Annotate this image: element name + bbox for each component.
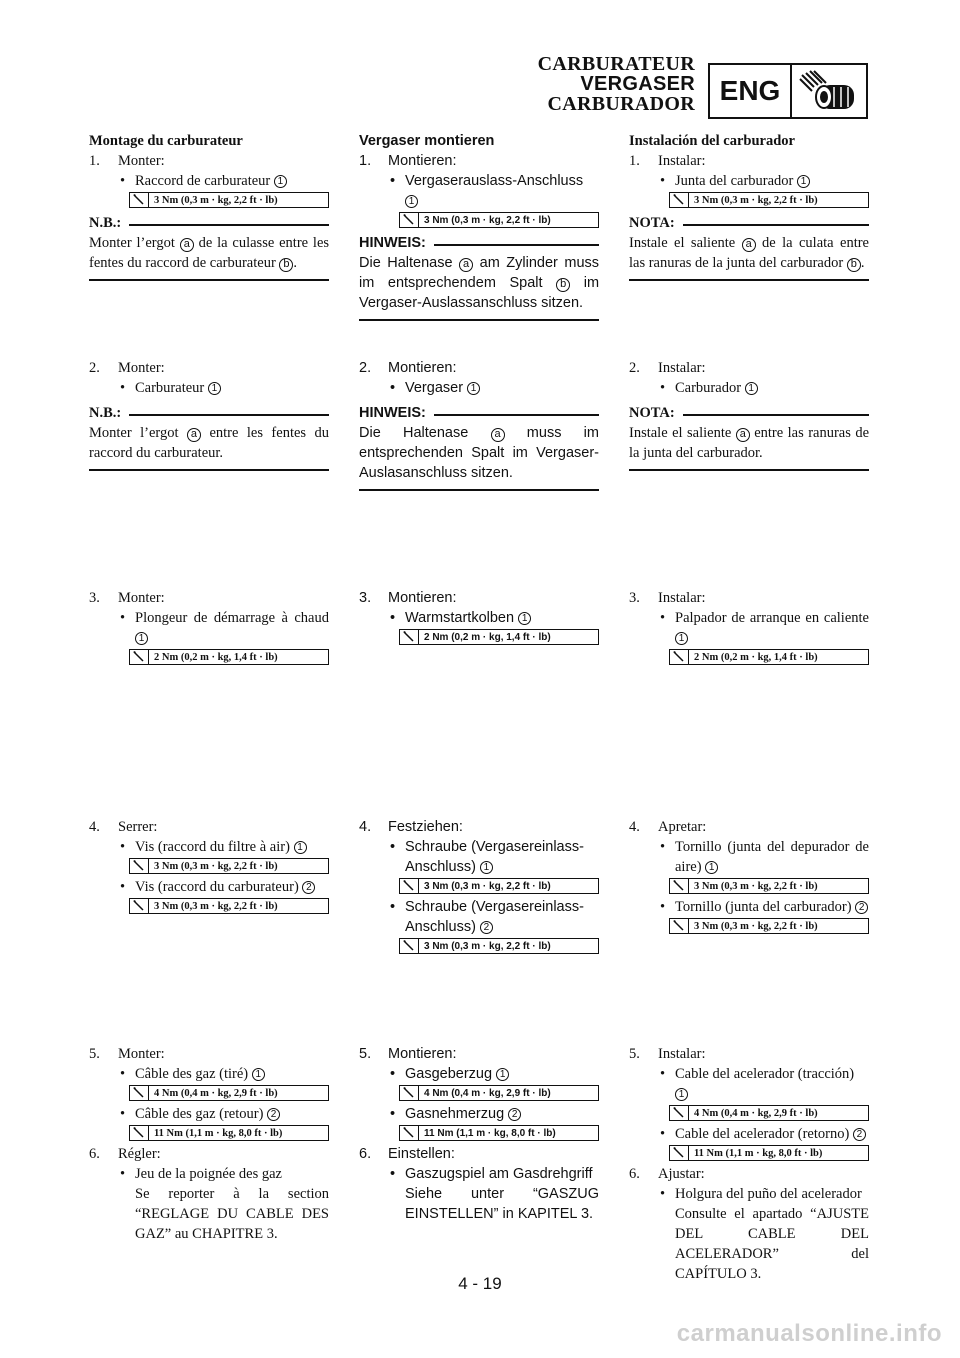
wrench-icon	[670, 1106, 689, 1120]
ref-letter: b	[556, 278, 570, 292]
list-item: • Gaszugspiel am Gasdrehgriff	[359, 1164, 599, 1184]
list-item: • Schraube (Vergasereinlass-Anschluss) 1	[359, 837, 599, 877]
list-item: • Schraube (Vergasereinlass-Anschluss) 2	[359, 897, 599, 937]
ref-number: 2	[267, 1108, 280, 1121]
wrench-icon	[400, 879, 419, 893]
list-item: • Gasgeberzug 1	[359, 1064, 599, 1084]
wrench-icon	[670, 919, 689, 933]
step-title: Monter:	[118, 1046, 165, 1062]
ref-number: 2	[853, 1128, 866, 1141]
de-step3	[359, 588, 599, 648]
wrench-icon	[670, 193, 689, 207]
ref-number: 1	[797, 175, 810, 188]
fr-step4	[89, 817, 329, 917]
ref-number: 1	[274, 175, 287, 188]
wrench-icon	[400, 939, 419, 953]
engine-icon	[794, 67, 864, 115]
note-header: NOTA:	[629, 213, 869, 233]
divider	[629, 469, 869, 471]
note-text: Die Haltenase a am Zylinder muss im entsprechendem Spalt b im Vergaser-Auslassanschluss sitzen.	[359, 255, 600, 311]
list-item: • Cable del acelerador (tracción) 1	[629, 1064, 869, 1104]
ref-number: 1	[675, 632, 688, 645]
step-number: 4.	[629, 819, 640, 835]
step-number: 6.	[359, 1146, 372, 1162]
ref-number: 1	[480, 861, 493, 874]
divider	[89, 469, 329, 471]
step-title: Régler:	[118, 1146, 161, 1162]
ref-letter: b	[279, 258, 293, 272]
badge-divider	[790, 65, 792, 117]
torque-spec: 3 Nm (0,3 m · kg, 2,2 ft · lb)	[399, 878, 599, 894]
divider	[683, 224, 869, 226]
step-title: Festziehen:	[388, 819, 463, 835]
ref-number: 1	[705, 861, 718, 874]
ref-number: 1	[496, 1068, 509, 1081]
ref-number: 1	[467, 382, 480, 395]
fr-step5-6	[89, 1044, 329, 1244]
page-number: 4 - 19	[458, 1274, 502, 1293]
de-step5-6	[359, 1044, 599, 1224]
fr-step2	[89, 358, 329, 471]
list-item: • Holgura del puño del acelerador	[629, 1184, 869, 1204]
step-number: 3.	[359, 590, 372, 606]
ref-number: 1	[294, 841, 307, 854]
step-number: 4.	[359, 819, 372, 835]
wrench-icon	[400, 1086, 419, 1100]
es-step3	[629, 588, 869, 668]
ref-number: 1	[252, 1068, 265, 1081]
divider	[129, 224, 329, 226]
torque-spec: 2 Nm (0,2 m · kg, 1,4 ft · lb)	[399, 629, 599, 645]
fr-heading: Montage du carburateur	[89, 133, 243, 149]
wrench-icon	[400, 213, 419, 227]
torque-spec: 4 Nm (0,4 m · kg, 2,9 ft · lb)	[399, 1085, 599, 1101]
ref-letter: a	[180, 238, 194, 252]
reference-text: Siehe unter “GASZUG EINSTELLEN” in KAPITEL 3.	[405, 1186, 599, 1222]
eng-label: ENG	[719, 75, 781, 106]
ref-number: 1	[675, 1088, 688, 1101]
step-number: 4.	[89, 819, 100, 835]
ref-number: 2	[480, 921, 493, 934]
torque-spec: 3 Nm (0,3 m · kg, 2,2 ft · lb)	[129, 898, 329, 914]
ref-number: 1	[745, 382, 758, 395]
ref-number: 1	[135, 632, 148, 645]
torque-spec: 3 Nm (0,3 m · kg, 2,2 ft · lb)	[399, 212, 599, 228]
step-number: 3.	[89, 590, 100, 606]
torque-spec: 11 Nm (1,1 m · kg, 8,0 ft · lb)	[399, 1125, 599, 1141]
step-title: Ajustar:	[658, 1166, 705, 1182]
step-title: Instalar:	[658, 360, 706, 376]
title-fr: CARBURATEUR	[537, 53, 695, 75]
es-step2	[629, 358, 869, 471]
divider	[359, 319, 599, 321]
language-badge	[708, 63, 868, 119]
note-header: NOTA:	[629, 403, 869, 423]
step-number: 5.	[89, 1046, 100, 1062]
wrench-icon	[400, 1126, 419, 1140]
wrench-icon	[670, 650, 689, 664]
step-number: 1.	[89, 153, 100, 169]
wrench-icon	[670, 879, 689, 893]
reference-text: Se reporter à la section “REGLAGE DU CABLE DES GAZ” au CHAPITRE 3.	[135, 1186, 329, 1242]
step-title: Instalar:	[658, 590, 706, 606]
torque-spec: 11 Nm (1,1 m · kg, 8,0 ft · lb)	[669, 1145, 869, 1161]
step-number: 2.	[629, 360, 640, 376]
list-item: • Tornillo (junta del carburador) 2	[629, 897, 869, 917]
list-item: • Tornillo (junta del depurador de aire) 1	[629, 837, 869, 877]
list-item: • Carburateur 1	[89, 378, 329, 398]
torque-spec: 4 Nm (0,4 m · kg, 2,9 ft · lb)	[129, 1085, 329, 1101]
list-item: • Junta del carburador 1	[629, 171, 869, 191]
divider	[629, 279, 869, 281]
torque-spec: 3 Nm (0,3 m · kg, 2,2 ft · lb)	[129, 858, 329, 874]
ref-letter: a	[742, 238, 756, 252]
torque-spec: 2 Nm (0,2 m · kg, 1,4 ft · lb)	[129, 649, 329, 665]
wrench-icon	[670, 1146, 689, 1160]
torque-spec: 3 Nm (0,3 m · kg, 2,2 ft · lb)	[669, 918, 869, 934]
de-step2	[359, 358, 599, 491]
ref-letter: a	[187, 428, 201, 442]
es-heading: Instalación del carburador	[629, 133, 795, 149]
step-title: Serrer:	[118, 819, 158, 835]
ref-number: 1	[405, 195, 418, 208]
divider	[434, 414, 599, 416]
ref-number: 1	[518, 612, 531, 625]
list-item: • Carburador 1	[629, 378, 869, 398]
de-step1	[359, 131, 599, 321]
step-title: Monter:	[118, 360, 165, 376]
step-title: Einstellen:	[388, 1146, 455, 1162]
torque-spec: 3 Nm (0,3 m · kg, 2,2 ft · lb)	[669, 192, 869, 208]
reference-text: Consulte el apartado “AJUSTE DEL CABLE DEL ACELERADOR” del CAPÍTULO 3.	[675, 1206, 869, 1282]
note-header: HINWEIS:	[359, 233, 599, 253]
divider	[359, 489, 599, 491]
list-item: • Raccord de carburateur 1	[89, 171, 329, 191]
de-heading: Vergaser montieren	[359, 133, 495, 149]
divider	[89, 279, 329, 281]
step-number: 5.	[359, 1046, 372, 1062]
step-title: Montieren:	[388, 590, 457, 606]
wrench-icon	[130, 899, 149, 913]
wrench-icon	[400, 630, 419, 644]
list-item: • Câble des gaz (tiré) 1	[89, 1064, 329, 1084]
note-header: N.B.:	[89, 213, 329, 233]
divider	[434, 244, 599, 246]
step-number: 6.	[629, 1166, 640, 1182]
note-text: Instale el saliente a entre las ranuras de la junta del carburador.	[629, 425, 870, 461]
step-title: Instalar:	[658, 153, 706, 169]
step-title: Montieren:	[388, 360, 457, 376]
watermark: carmanualsonline.info	[676, 1320, 942, 1347]
list-item: • Gasnehmerzug 2	[359, 1104, 599, 1124]
note-header: HINWEIS:	[359, 403, 599, 423]
wrench-icon	[130, 1086, 149, 1100]
list-item: • Vergaser 1	[359, 378, 599, 398]
step-number: 2.	[89, 360, 100, 376]
torque-spec: 3 Nm (0,3 m · kg, 2,2 ft · lb)	[129, 192, 329, 208]
step-number: 2.	[359, 360, 372, 376]
wrench-icon	[130, 1126, 149, 1140]
ref-letter: a	[736, 428, 750, 442]
list-item: • Cable del acelerador (retorno) 2	[629, 1124, 869, 1144]
step-title: Instalar:	[658, 1046, 706, 1062]
step-number: 1.	[629, 153, 640, 169]
wrench-icon	[130, 859, 149, 873]
list-item: • Plongeur de démarrage à chaud 1	[89, 608, 329, 648]
divider	[129, 414, 329, 416]
step-number: 1.	[359, 153, 372, 169]
list-item: • Vergaserauslass-Anschluss 1	[359, 171, 599, 211]
list-item: • Vis (raccord du filtre à air) 1	[89, 837, 329, 857]
title-es: CARBURADOR	[547, 93, 695, 115]
step-number: 3.	[629, 590, 640, 606]
note-text: Die Haltenase a muss im entsprechenden Spalt im Vergaser-Auslasanschluss sitzen.	[359, 425, 599, 481]
ref-number: 2	[508, 1108, 521, 1121]
divider	[683, 414, 869, 416]
torque-spec: 3 Nm (0,3 m · kg, 2,2 ft · lb)	[399, 938, 599, 954]
torque-spec: 3 Nm (0,3 m · kg, 2,2 ft · lb)	[669, 878, 869, 894]
ref-number: 1	[208, 382, 221, 395]
step-title: Apretar:	[658, 819, 707, 835]
ref-letter: a	[459, 258, 473, 272]
note-text: Instale el saliente a de la culata entre las ranuras de la junta del carburador b .	[629, 235, 869, 271]
es-step5-6	[629, 1044, 869, 1284]
note-header: N.B.:	[89, 403, 329, 423]
list-item: • Palpador de arranque en caliente 1	[629, 608, 869, 648]
es-step1	[629, 131, 869, 281]
wrench-icon	[130, 193, 149, 207]
section-titles	[538, 54, 695, 114]
torque-spec: 11 Nm (1,1 m · kg, 8,0 ft · lb)	[129, 1125, 329, 1141]
es-step4	[629, 817, 869, 937]
list-item: • Jeu de la poignée des gaz	[89, 1164, 329, 1184]
fr-step1	[89, 131, 329, 281]
ref-number: 2	[302, 881, 315, 894]
note-text: Monter l’ergot a entre les fentes du raccord du carburateur.	[89, 425, 329, 461]
title-de: VERGASER	[580, 73, 695, 95]
torque-spec: 4 Nm (0,4 m · kg, 2,9 ft · lb)	[669, 1105, 869, 1121]
step-title: Montieren:	[388, 1046, 457, 1062]
fr-step3	[89, 588, 329, 668]
step-title: Monter:	[118, 590, 165, 606]
wrench-icon	[130, 650, 149, 664]
step-number: 6.	[89, 1146, 100, 1162]
ref-letter: a	[491, 428, 505, 442]
step-title: Montieren:	[388, 153, 457, 169]
ref-number: 2	[855, 901, 868, 914]
ref-letter: b	[847, 258, 861, 272]
step-title: Monter:	[118, 153, 165, 169]
step-number: 5.	[629, 1046, 640, 1062]
list-item: • Câble des gaz (retour) 2	[89, 1104, 329, 1124]
note-text: Monter l’ergot a de la culasse entre les fentes du raccord de carburateur b .	[89, 235, 330, 271]
list-item: • Warmstartkolben 1	[359, 608, 599, 628]
de-step4	[359, 817, 599, 957]
torque-spec: 2 Nm (0,2 m · kg, 1,4 ft · lb)	[669, 649, 869, 665]
list-item: • Vis (raccord du carburateur) 2	[89, 877, 329, 897]
